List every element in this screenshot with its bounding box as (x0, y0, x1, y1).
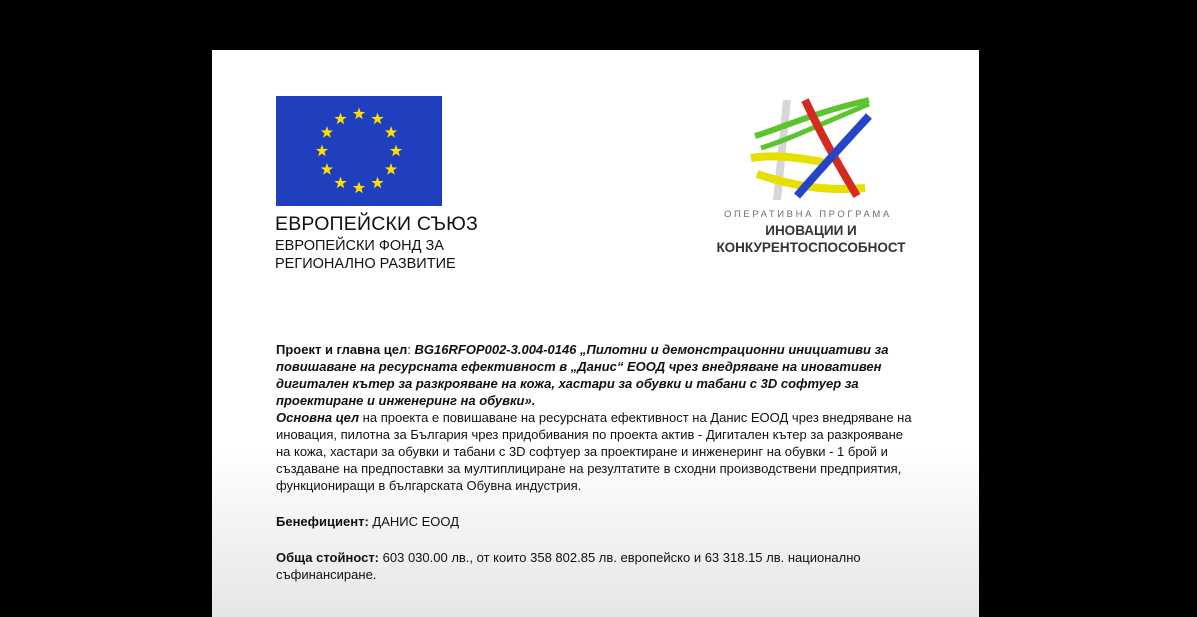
goal-label: Основна цел (276, 410, 360, 425)
project-paragraph (276, 341, 916, 409)
beneficiary-label: Бенефициент: (276, 514, 369, 529)
project-colon: : (407, 342, 415, 357)
eu-star-icon (353, 108, 365, 120)
project-label: Проект и главна цел (276, 342, 408, 357)
goal-text: на проекта е повишаване на ресурсната ефективност на Данис ЕООД чрез внедряване на иновация, пилотна за България чрез придобивания по проекта актив - Дигитален кътер за разкрояване на кожа, хастари за обувки и табани с 3D софтуер за проектиране и инженеринг на обувки - 1 брой и създаване на предпоставки за мултиплициране на резултатите в сходни производствени предприятия, функциониращи в българската Обувна индустрия. (276, 410, 912, 493)
programme-tagline: ОПЕРАТИВНА ПРОГРАМА (724, 209, 892, 220)
eu-stars (276, 96, 442, 206)
eu-star-icon (390, 145, 402, 157)
eu-fund-line2: РЕГИОНАЛНО РАЗВИТИЕ (275, 256, 456, 272)
eu-fund-line1: ЕВРОПЕЙСКИ ФОНД ЗА (275, 238, 444, 254)
eu-title: ЕВРОПЕЙСКИ СЪЮЗ (275, 213, 478, 235)
goal-paragraph (276, 409, 916, 494)
eu-star-icon (316, 145, 328, 157)
eu-star-icon (385, 126, 397, 138)
eu-star-icon (385, 163, 397, 175)
innovation-programme-logo (737, 96, 877, 206)
project-description (276, 341, 916, 583)
programme-title (706, 222, 916, 256)
beneficiary-value: ДАНИС ЕООД (368, 514, 460, 529)
beneficiary-paragraph (276, 513, 916, 530)
total-cost-paragraph (276, 549, 916, 583)
eu-star-icon (334, 112, 346, 124)
total-cost-value: 603 030.00 лв., от които 358 802.85 лв. европейско и 63 318.15 лв. национално съфинансиране. (276, 550, 861, 582)
programme-emblem (737, 96, 877, 206)
eu-star-icon (371, 112, 383, 124)
eu-star-icon (334, 177, 346, 189)
eu-star-icon (353, 182, 365, 194)
document-page (212, 50, 979, 617)
eu-star-icon (371, 177, 383, 189)
programme-title-line2: КОНКУРЕНТОСПОСОБНОСТ (716, 240, 906, 255)
programme-title-line1: ИНОВАЦИИ И (765, 223, 857, 238)
total-cost-label: Обща стойност: (276, 550, 380, 565)
project-title: BG16RFOP002-3.004-0146 „Пилотни и демонстрационни инициативи за повишаване на ресурсната ефективност в „Данис“ ЕООД чрез внедряване на иновативен дигитален кътер за разкрояване на кожа, хастари за обувки и табани с 3D софтуер за проектиране и инженеринг на обувки». (276, 342, 889, 408)
eu-star-icon (321, 126, 333, 138)
eu-fund-name (275, 237, 456, 273)
eu-flag-logo (276, 96, 442, 206)
eu-star-icon (321, 163, 333, 175)
